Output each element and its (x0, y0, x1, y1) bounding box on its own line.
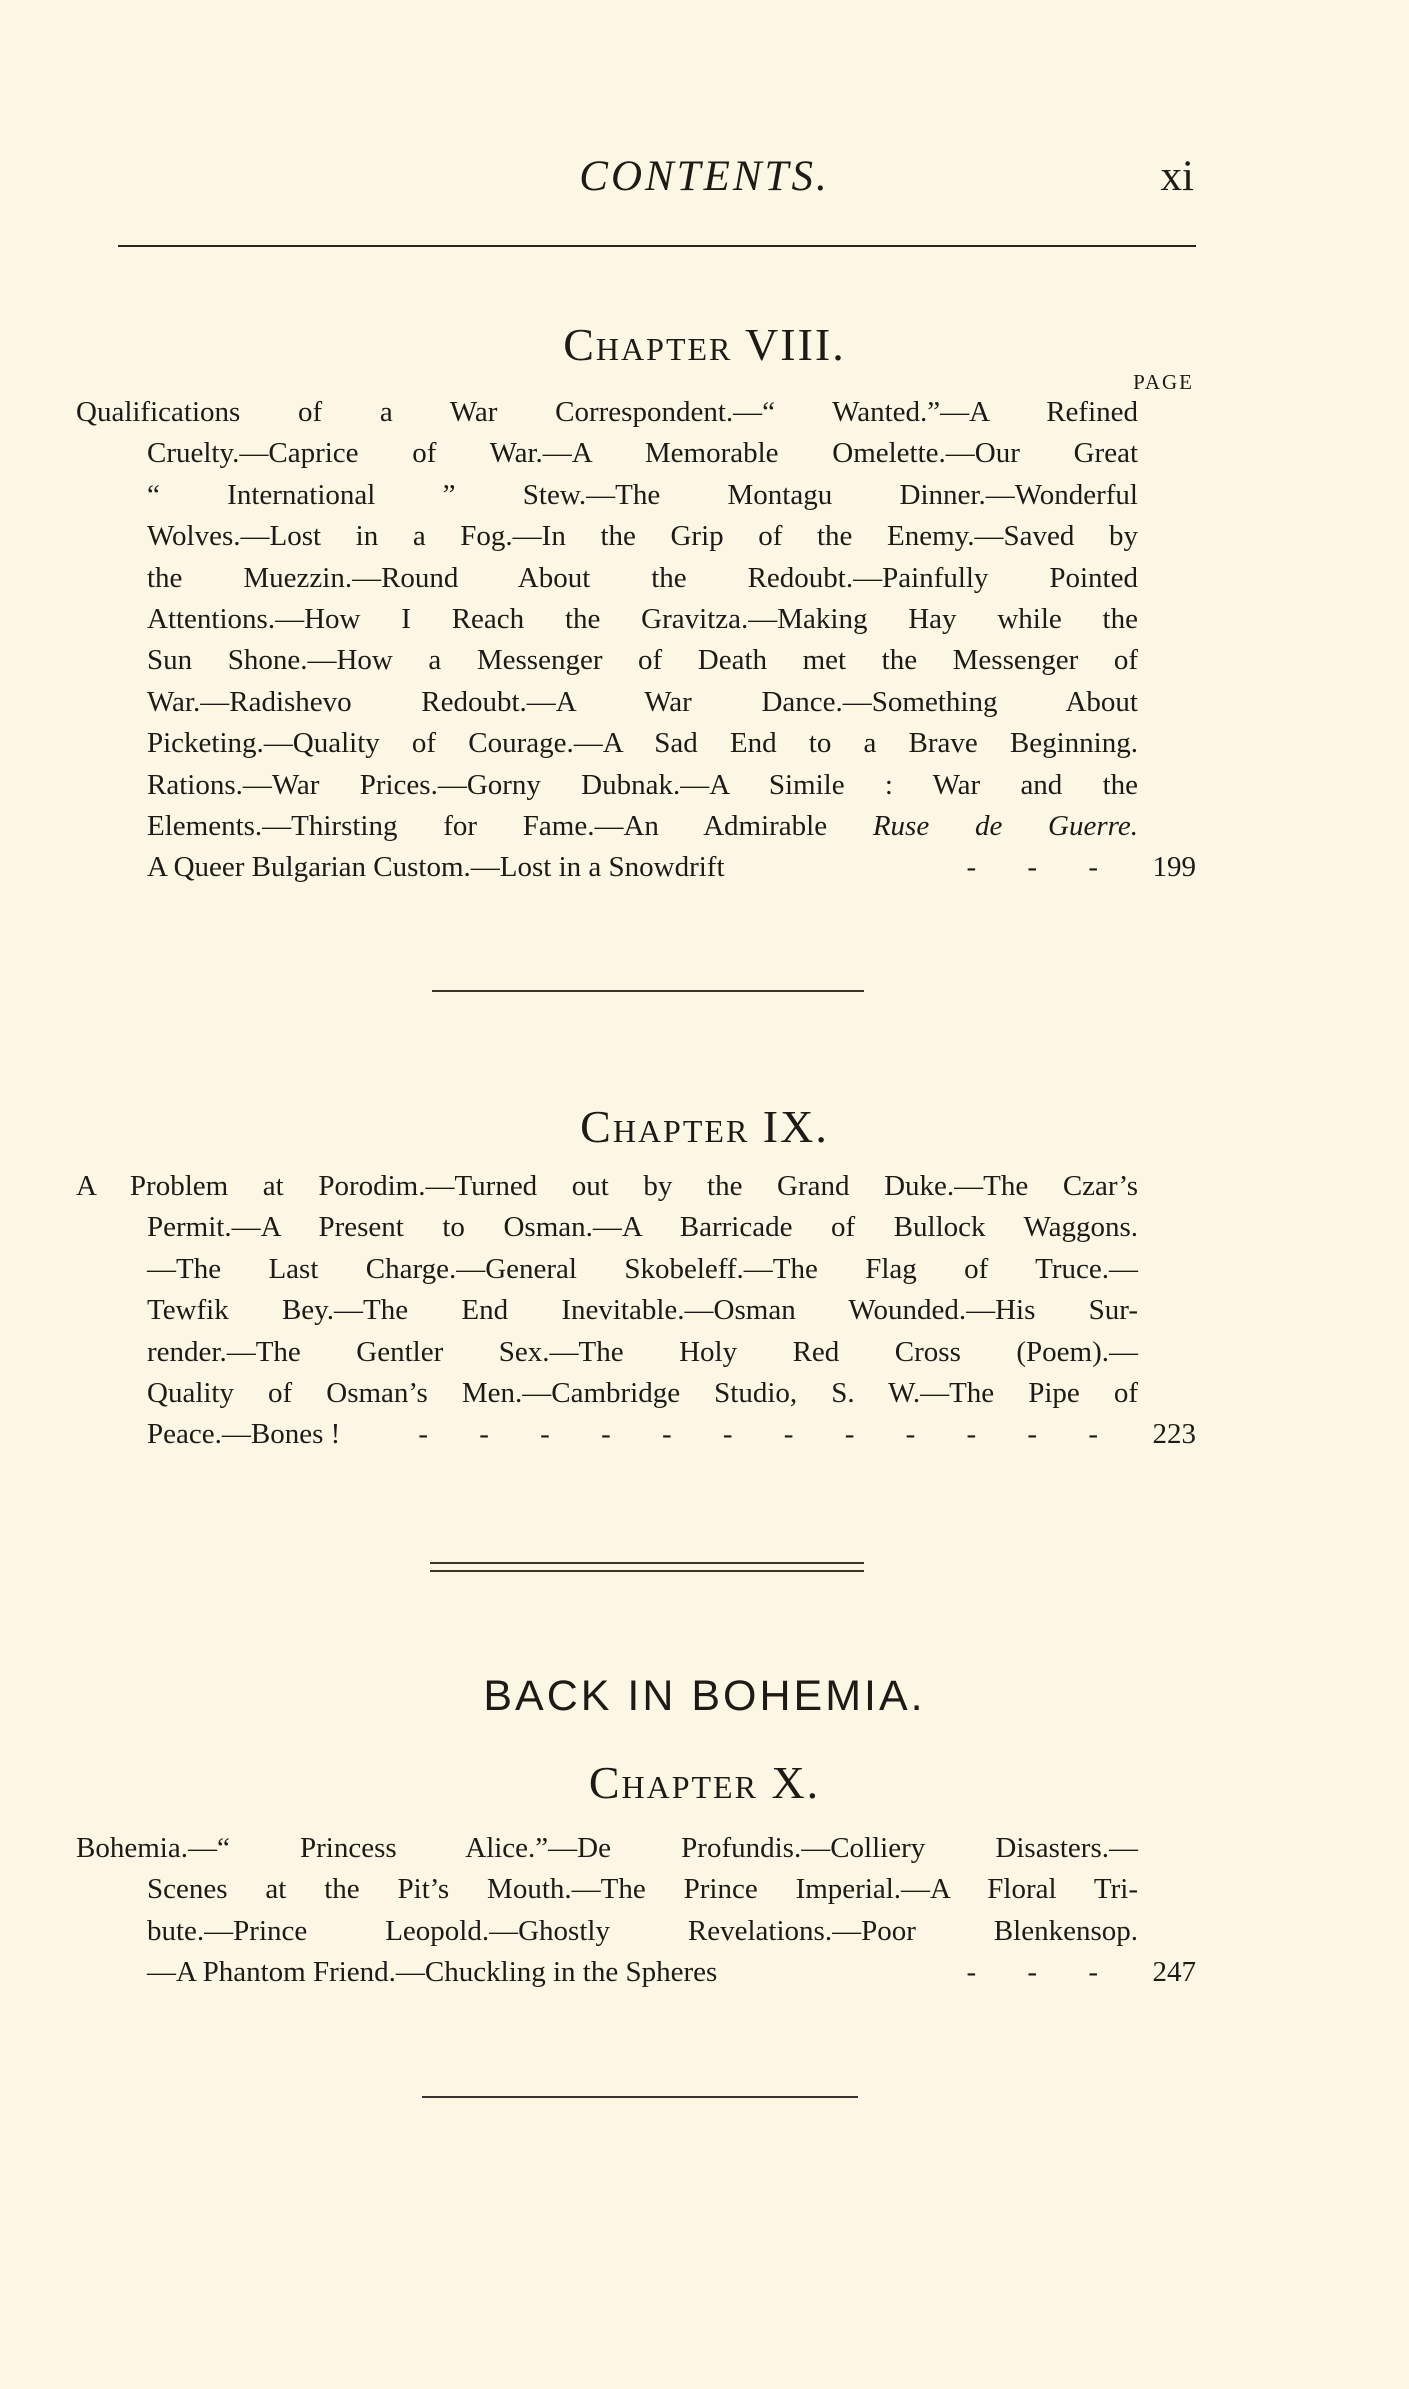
contents-line-text: the Muezzin.—Round About the Redoubt.—Painfully Pointed (147, 561, 1138, 594)
contents-line-text: A Problem at Porodim.—Turned out by the Grand Duke.—The Czar’s (76, 1170, 1138, 1202)
contents-line-text: Sun Shone.—How a Messenger of Death met the Messenger of (147, 644, 1138, 677)
section-title: BACK IN BOHEMIA. (483, 1672, 926, 1720)
chapter-viii-page-number: 199 (1152, 851, 1196, 884)
contents-line (76, 475, 1196, 516)
contents-line-text: Wolves.—Lost in a Fog.—In the Grip of the Enemy.—Saved by (147, 520, 1138, 553)
dot-leaders: - - - (966, 851, 1120, 884)
contents-line (76, 1207, 1196, 1248)
chapter-ix-page-number: 223 (1152, 1418, 1196, 1451)
contents-line (76, 765, 1196, 806)
header-rule (118, 245, 1196, 247)
contents-line (76, 640, 1196, 681)
running-header-page-number: xi (1160, 153, 1194, 200)
chapter-x-page-number: 247 (1152, 1956, 1196, 1989)
contents-line-text-italic: Ruse de Guerre. (872, 809, 1138, 842)
contents-line-last (76, 1952, 1196, 1993)
chapter-divider-rule (432, 990, 864, 992)
chapter-x-heading: Chapter X. (588, 1757, 821, 1808)
contents-line (76, 806, 1196, 847)
contents-line (76, 1332, 1196, 1373)
contents-line (76, 723, 1196, 764)
contents-line-text: Quality of Osman’s Men.—Cambridge Studio, S. W.—The Pipe of (147, 1376, 1138, 1409)
contents-line-text-roman: Elements.—Thirsting for Fame.—An Admirable (147, 809, 873, 842)
contents-line (76, 1869, 1196, 1910)
contents-line (76, 1373, 1196, 1414)
contents-line (76, 558, 1196, 599)
closing-rule (422, 2096, 858, 2098)
chapter-x-contents (76, 1828, 1196, 1994)
dot-leaders: - - - (966, 1956, 1120, 1989)
contents-line-text: Cruelty.—Caprice of War.—A Memorable Omelette.—Our Great (147, 437, 1138, 470)
contents-line (76, 433, 1196, 474)
contents-line (76, 682, 1196, 723)
contents-line-text: —The Last Charge.—General Skobeleff.—The Flag of Truce.— (147, 1252, 1138, 1285)
contents-line (76, 599, 1196, 640)
contents-line (76, 516, 1196, 557)
contents-line-text: Rations.—War Prices.—Gorny Dubnak.—A Simile : War and the (147, 768, 1138, 801)
contents-line-text: Peace.—Bones ! (147, 1418, 341, 1451)
dot-leaders: - - - - - - - - - - - - (418, 1418, 1120, 1451)
chapter-viii-contents (76, 392, 1196, 889)
page-column-label: PAGE (1133, 370, 1194, 394)
contents-line-text: Picketing.—Quality of Courage.—A Sad End to a Brave Beginning. (147, 727, 1138, 760)
contents-line-text: War.—Radishevo Redoubt.—A War Dance.—Something About (147, 685, 1138, 718)
chapter-ix-contents (76, 1166, 1196, 1456)
contents-line (76, 1166, 1196, 1207)
contents-line (76, 1290, 1196, 1331)
contents-line-text: render.—The Gentler Sex.—The Holy Red Cross (Poem).— (147, 1335, 1138, 1368)
contents-line-text: Tewfik Bey.—The End Inevitable.—Osman Wounded.—His Sur- (147, 1294, 1138, 1327)
contents-line (76, 392, 1196, 433)
contents-line-text (147, 806, 1138, 847)
running-header-title: CONTENTS. (579, 153, 830, 200)
contents-line-last (76, 847, 1196, 888)
contents-line (76, 1828, 1196, 1869)
contents-line (76, 1249, 1196, 1290)
chapter-viii-heading: Chapter VIII. (563, 319, 846, 370)
contents-line-text: Scenes at the Pit’s Mouth.—The Prince Imperial.—A Floral Tri- (147, 1873, 1138, 1906)
contents-line-text: Qualifications of a War Correspondent.—“ Wanted.”—A Refined (76, 396, 1138, 428)
contents-line-last (76, 1414, 1196, 1455)
contents-line-text: Bohemia.—“ Princess Alice.”—De Profundis.—Colliery Disasters.— (76, 1832, 1138, 1864)
contents-line-text: Permit.—A Present to Osman.—A Barricade of Bullock Waggons. (147, 1211, 1138, 1244)
contents-line-text: “ International ” Stew.—The Montagu Dinner.—Wonderful (147, 478, 1138, 511)
contents-line-text: bute.—Prince Leopold.—Ghostly Revelations.—Poor Blenkensop. (147, 1914, 1138, 1947)
double-rule-bottom (430, 1570, 864, 1572)
chapter-ix-heading: Chapter IX. (580, 1101, 829, 1152)
contents-line-text: Attentions.—How I Reach the Gravitza.—Making Hay while the (147, 602, 1138, 635)
contents-line (76, 1911, 1196, 1952)
double-rule-top (430, 1562, 864, 1564)
contents-line-text: —A Phantom Friend.—Chuckling in the Spheres (147, 1956, 718, 1989)
contents-line-text: A Queer Bulgarian Custom.—Lost in a Snowdrift (147, 851, 725, 884)
